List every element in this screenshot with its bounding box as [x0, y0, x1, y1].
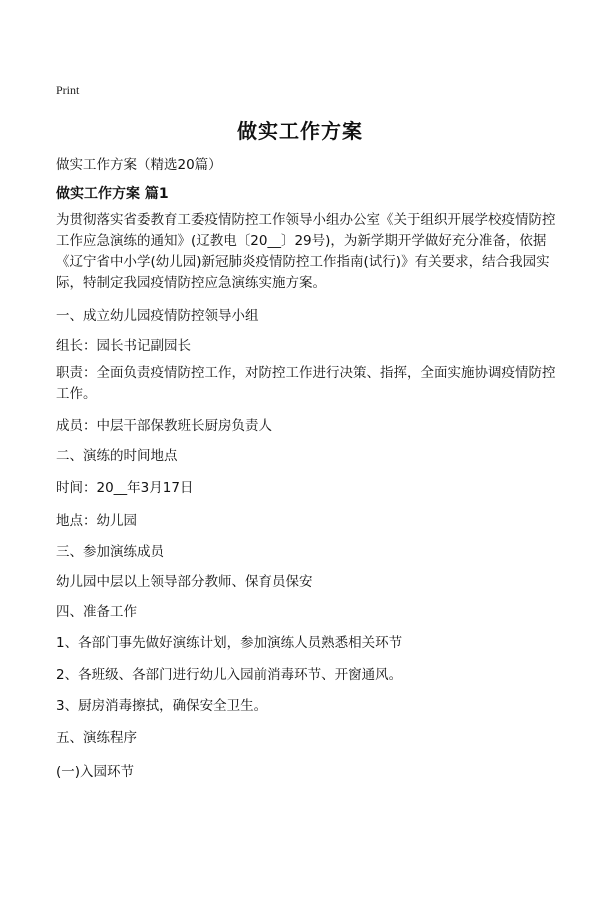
- members-line: 成员：中层干部保教班长厨房负责人: [56, 418, 272, 434]
- section-heading: 做实工作方案 篇1: [56, 186, 169, 202]
- prep-item-2: 2、各班级、各部门进行幼儿入园前消毒环节、开窗通风。: [56, 667, 403, 683]
- place-line: 地点：幼儿园: [56, 513, 137, 529]
- duty-paragraph: 职责：全面负责疫情防控工作，对防控工作进行决策、指挥，全面实施协调疫情防控工作。: [56, 365, 556, 402]
- intro-paragraph: 为贯彻落实省委教育工委疫情防控工作领导小组办公室《关于组织开展学校疫情防控工作应急演练的通知》(辽教电〔20__〕29号)，为新学期开学做好充分准备，依据《辽宁省中小学(幼儿园)新冠肺炎疫情防控工作指南(试行)》有关要求，结合我园实际，特制定我园疫情防控应急演练实施方案。: [56, 212, 556, 291]
- prep-item-1: 1、各部门事先做好演练计划，参加演练人员熟悉相关环节: [56, 635, 403, 651]
- heading-leadership-group: 一、成立幼儿园疫情防控领导小组: [56, 308, 259, 324]
- print-label[interactable]: Print: [56, 83, 80, 97]
- heading-participants: 三、参加演练成员: [56, 544, 164, 560]
- participants-line: 幼儿园中层以上领导部分教师、保育员保安: [56, 574, 313, 590]
- document-subtitle: 做实工作方案（精选20篇）: [56, 157, 222, 173]
- heading-time-place: 二、演练的时间地点: [56, 448, 178, 464]
- time-line: 时间：20__年3月17日: [56, 480, 194, 496]
- heading-preparation: 四、准备工作: [56, 604, 137, 620]
- leader-line: 组长：园长书记副园长: [56, 338, 191, 354]
- heading-drill-procedure: 五、演练程序: [56, 730, 137, 746]
- entry-section-line: (一)入园环节: [56, 764, 135, 780]
- page-title: 做实工作方案: [237, 119, 363, 143]
- prep-item-3: 3、厨房消毒擦拭，确保安全卫生。: [56, 698, 268, 714]
